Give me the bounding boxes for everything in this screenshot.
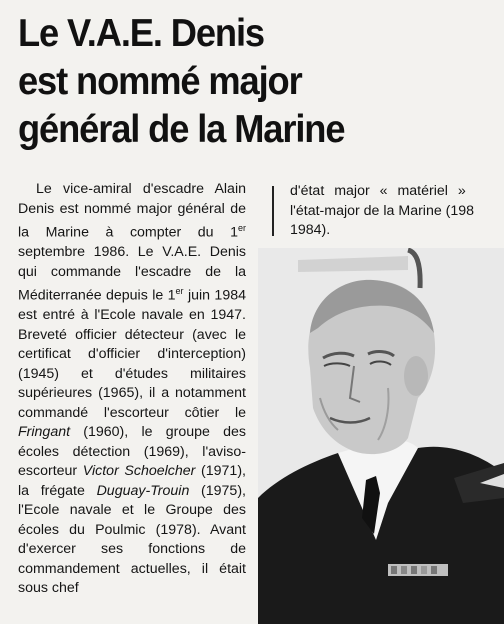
body-text: septembre 1986. Le V.A.E. Denis qui commande l'escadre de la Méditerranée depuis le 1 [18,244,246,304]
right-col-line-1: d'état major « matériel » [290,183,466,199]
superscript: er [175,286,184,297]
article-headline [18,10,464,154]
body-text: (1975), l'Ecole navale et le Groupe des écoles du Poulmic (1978). Avant d'exercer ses fonctions de commandement actuelles, il était sous chef [18,482,246,597]
article-body-right-column [290,182,504,241]
body-text: (1960), le groupe des écoles détection (1969), l'aviso-escorteur [18,424,246,480]
ship-name-victor-schoelcher: Victor Schoelcher [82,463,196,480]
body-text: (1971), la frégate [18,463,246,499]
right-col-line-3: 1984). [290,222,331,238]
article-paragraph [18,180,246,599]
ship-name-fringant: Fringant [18,424,71,441]
body-text: Le vice-amiral d'escadre Alain Denis est nommé major général de la Marine à compter du 1 [18,181,246,241]
right-col-line-2: l'état-major de la Marine (198 [290,202,475,219]
headline-line-1: Le V.A.E. Denis [18,12,264,55]
ship-name-duguay-trouin: Duguay-Trouin [96,482,190,499]
body-text: juin 1984 est entré à l'Ecole navale en 1947. Breveté officier détecteur (avec le certificat d'officier d'interception) (1945) et d'études militaires supérieures (1965), il a notamment commandé l'escorteur côtier le [18,287,246,421]
portrait-illustration [258,248,504,624]
headline-line-2: est nommé major [18,60,302,103]
headline-line-3: général de la Marine [18,108,345,151]
article-body-left-column [18,180,246,599]
column-divider [272,186,274,236]
admiral-portrait-photo [258,248,504,624]
superscript: er [237,223,246,233]
